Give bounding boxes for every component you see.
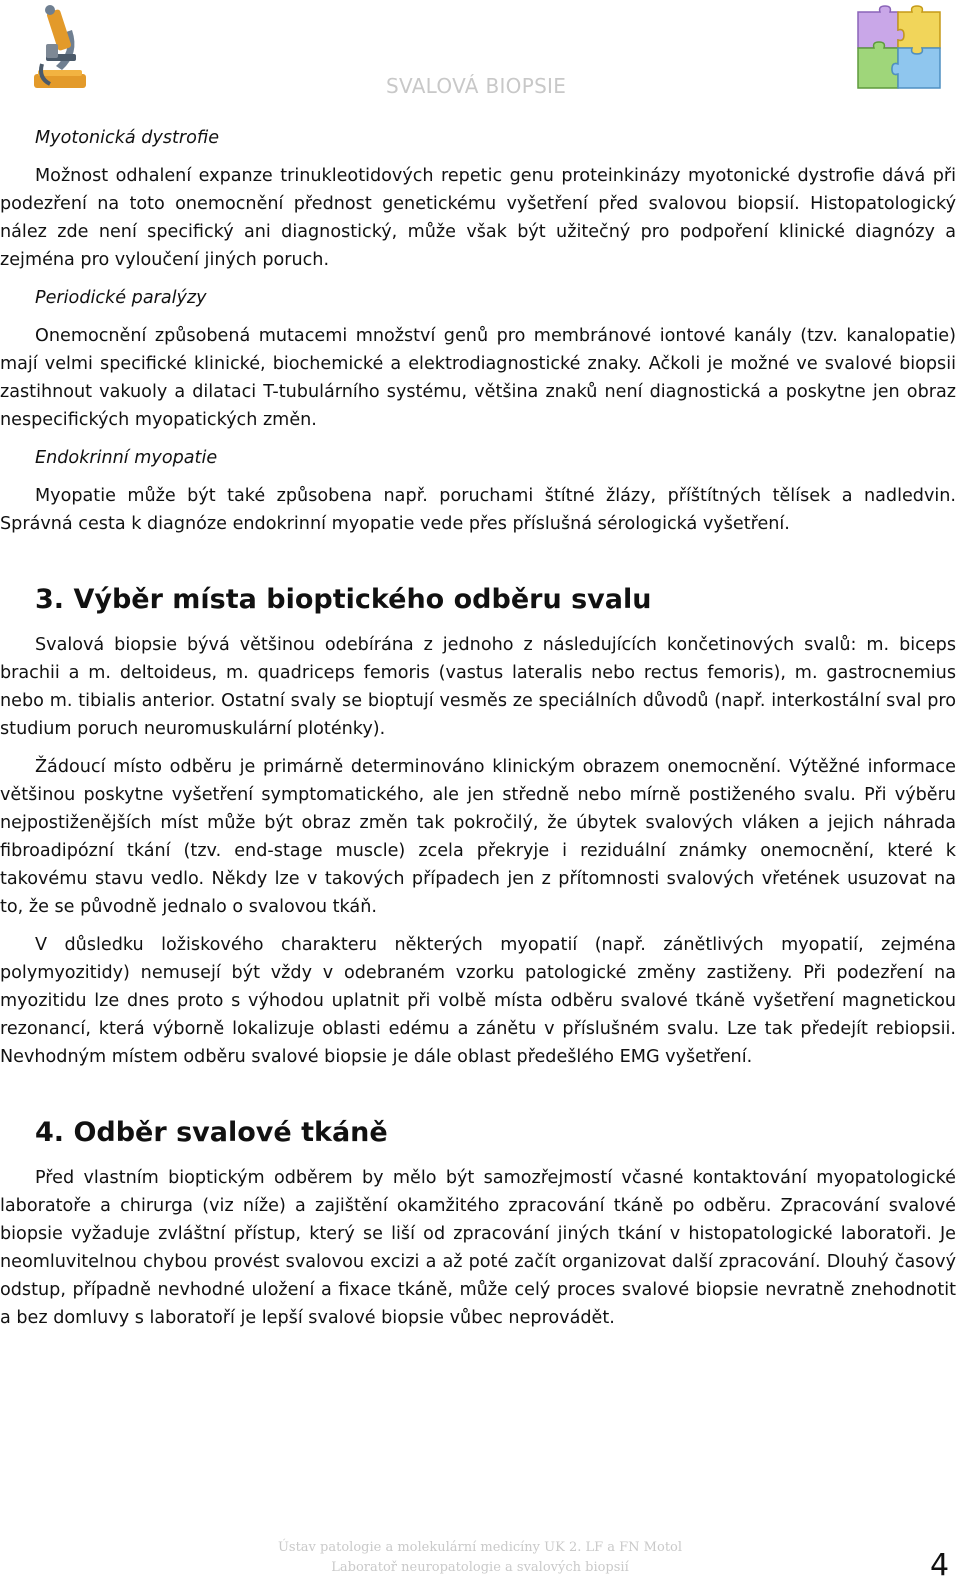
paragraph: V důsledku ložiskového charakteru některých myopatií (např. zánětlivých myopatií, zejména polymyozitidy) nemusejí být vždy v odebraném vzorku patologické změny zastiženy. Při podezření na myozitidu lze dnes proto s výhodou uplatnit při volbě místa odběru svalové tkáně vyšetření magnetickou rezonancí, která výborně lokalizuje oblasti edému a zánětu v příslušném svalu. Lze tak předejít rebiopsii. Nevhodným místem odběru svalové biopsie je dále oblast předešlého EMG vyšetření.	[0, 935, 956, 1067]
paragraph: Žádoucí místo odběru je primárně determinováno klinickým obrazem onemocnění. Výtěžné informace většinou poskytne vyšetření symptomatického, ale jen středně nebo mírně postiženého svalu. Při výběru nejpostiženějších míst může být obraz změn tak pokročilý, že úbytek svalových vláken a jejich náhrada fibroadipózní tkání (tzv. end-stage muscle) zcela překryje i reziduální známky onemocnění, které k takovému stavu vedlo. Někdy lze v takových případech jen z přítomnosti svalových vřetének usuzovat na to, že se původně jednalo o svalovou tkáň.	[0, 757, 956, 917]
section-heading-4: 4. Odběr svalové tkáně	[35, 1117, 388, 1148]
running-header: SVALOVÁ BIOPSIE	[386, 74, 567, 98]
page-footer	[0, 1538, 960, 1578]
paragraph: Onemocnění způsobená mutacemi množství genů pro membránové iontové kanály (tzv. kanalopatie) mají velmi specifické klinické, biochemické a elektrodiagnostické znaky. Ačkoli je možné ve svalové biopsii zastihnout vakuoly a dilataci T-tubulárního systému, většina znaků není diagnostická a poskytne jen obraz nespecifických myopatických změn.	[0, 326, 956, 430]
paragraph: Svalová biopsie bývá většinou odebírána z jednoho z následujících končetinových svalů: m. biceps brachii a m. deltoideus, m. quadriceps femoris (vastus lateralis nebo rectus femoris), m. gastrocnemius nebo m. tibialis anterior. Ostatní svaly se bioptují vesměs ze speciálních důvodů (např. interkostální sval pro studium poruch neuromuskulární ploténky).	[0, 635, 956, 739]
paragraph: Možnost odhalení expanze trinukleotidových repetic genu proteinkinázy myotonické dystrofie dává při podezření na toto onemocnění přednost genetickému vyšetření před svalovou biopsií. Histopatologický nález zde není specifický ani diagnostický, může však být užitečný pro podpoření klinické diagnózy a zejména pro vyloučení jiných poruch.	[0, 166, 956, 270]
footer-institution: Ústav patologie a molekulární medicíny UK 2. LF a FN Motol	[277, 1540, 683, 1555]
subheading-periodic-paralysis: Periodické paralýzy	[35, 288, 207, 308]
microscope-icon	[28, 4, 90, 94]
section-heading-3: 3. Výběr místa bioptického odběru svalu	[35, 584, 652, 615]
subheading-endocrine-myopathy: Endokrinní myopatie	[35, 448, 218, 468]
paragraph: Myopatie může být také způsobena např. poruchami štítné žlázy, příštítných tělísek a nadledvin. Správná cesta k diagnóze endokrinní myopatie vede přes příslušná sérologická vyšetření.	[0, 486, 956, 534]
document-body	[0, 124, 956, 1342]
footer-laboratory: Laboratoř neuropatologie a svalových biopsií	[331, 1560, 629, 1575]
subheading-myotonic-dystrophy: Myotonická dystrofie	[35, 128, 220, 148]
puzzle-icon	[852, 4, 948, 92]
page-number: 4	[930, 1548, 950, 1583]
paragraph: Před vlastním bioptickým odběrem by mělo být samozřejmostí včasné kontaktování myopatologické laboratoře a chirurga (viz níže) a zajištění okamžitého zpracování tkáně po odběru. Zpracování svalové biopsie vyžaduje zvláštní přístup, který se liší od zpracování jiných tkání v histopatologické laboratoři. Je neomluvitelnou chybou provést svalovou excizi a až poté začít organizovat další zpracování. Dlouhý časový odstup, případně nevhodné uložení a fixace tkáně, může celý proces svalové biopsie nevratně znehodnotit a bez domluvy s laboratoří je lepší svalové biopsie vůbec neprovádět.	[0, 1168, 956, 1328]
